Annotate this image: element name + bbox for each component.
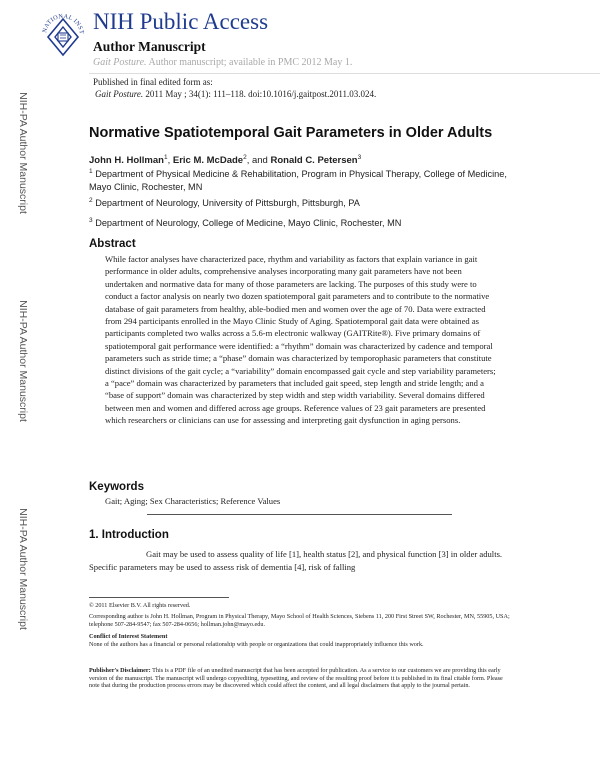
author-separator: , and [246, 155, 271, 166]
abstract-text: While factor analyses have characterized pace, rhythm and variability as factors that explain variance in gait performance in older adults, comprehensive analyses incorporating many gait parameters have not been undertaken and normative data for many of those parameters are lacking. The purposes of this study were to conduct a factor analysis on nearly two dozen spatiotemporal gait parameters and to contribute to the normative database of gait parameters from healthy, able-bodied men and women over the age of 70. Data were extracted from 294 participants enrolled in the Mayo Clinic Study of Aging. Spatiotemporal gait data were obtained as participants completed two walks across a 5.6-m electronic walkway (GAITRite®). Five primary domains of spatiotemporal gait performance were identified: a “rhythm” domain was characterized by cadence and temporal parameters such as stride time; a “phase” domain was characterized by temporophasic parameters that constitute distinct divisions of the gait cycle; a “variability” domain encompassed gait cycle and step variability parameters; a “pace” domain was characterized by parameters that included gait speed, step length and stride length; and a “base of support” domain was characterized by step width and step width variability. Several domains differed between men and women and differed across age groups. Reference values of 23 gait parameters are presented which researchers or clinicians can use for assessing and interpreting gait dysfunction in aging persons. [105, 254, 496, 426]
author-manuscript-label: Author Manuscript [93, 39, 206, 54]
author-list [89, 155, 361, 166]
affiliation-text: Department of Physical Medicine & Rehabilitation, Program in Physical Therapy, College of Medicine, Mayo Clinic, Rochester, MN [89, 169, 507, 192]
nih-logo [38, 5, 88, 65]
affiliation-sup: 1 [89, 167, 93, 175]
disclaimer-text: This is a PDF file of an unedited manuscript that has been accepted for publication. As a service to our customers we are providing this early version of the manuscript. The manuscript will undergo copyediting, typesetting, and review of the resulting proof before it is published in its final citable form. Please note that during the production process errors may be discovered which could affect the content, and all legal disclaimers that apply to the journal pertain. [89, 667, 503, 690]
keywords-text: Gait; Aging; Sex Characteristics; Reference Values [105, 496, 281, 506]
coi-text: None of the authors has a financial or personal relationship with people or organizations that could inappropriately influence this work. [89, 641, 424, 648]
nih-public-access-title: NIH Public Access [93, 9, 269, 34]
availability-text: Author manuscript; available in PMC 2012 May 1. [148, 57, 353, 68]
side-label-1: NIH-PA Author Manuscript [17, 92, 29, 214]
affiliation [89, 217, 529, 230]
publication-citation [93, 88, 376, 100]
author-separator: , [167, 155, 173, 166]
side-label-3: NIH-PA Author Manuscript [17, 508, 29, 630]
author-name: John H. Hollman [89, 155, 164, 166]
affiliation [89, 197, 529, 210]
article-title: Normative Spatiotemporal Gait Parameters in Older Adults [89, 125, 493, 141]
introduction-heading: 1. Introduction [89, 529, 169, 541]
affiliation-text: Department of Neurology, University of Pittsburgh, Pittsburgh, PA [95, 198, 360, 208]
nih-seal-icon [38, 5, 88, 65]
author-sup: 2 [243, 153, 247, 161]
publication-label: Published in final edited form as: [93, 77, 213, 87]
disclaimer-label: Publisher's Disclaimer: [89, 667, 151, 674]
availability-note [93, 57, 352, 68]
author-sup: 3 [357, 153, 362, 161]
introduction-text: Gait may be used to assess quality of life [1], health status [2], and physical function [3] in older adults. Specific parameters may be used to assess risk of dementia [4], risk of falling [89, 549, 503, 572]
journal-name: Gait Posture. [93, 57, 147, 68]
header-divider [89, 73, 600, 74]
copyright-notice: © 2011 Elsevier B.V. All rights reserved. [89, 602, 191, 609]
footnote-divider [89, 597, 229, 598]
coi-heading: Conflict of Interest Statement [89, 633, 168, 640]
keywords-heading: Keywords [89, 481, 144, 493]
side-label-2: NIH-PA Author Manuscript [17, 300, 29, 422]
affiliation-sup: 3 [89, 216, 93, 224]
svg-text:NATIONAL INSTITUTES OF HEALTH: NATIONAL INST [41, 12, 86, 35]
keywords-divider [147, 514, 452, 515]
publication-info [93, 76, 376, 100]
affiliation-sup: 2 [89, 196, 93, 204]
affiliation-text: Department of Neurology, College of Medicine, Mayo Clinic, Rochester, MN [95, 218, 402, 228]
abstract-heading: Abstract [89, 238, 136, 250]
publication-journal: Gait Posture. [95, 89, 144, 99]
author-name: Eric M. McDade [172, 155, 244, 166]
publisher-disclaimer [89, 667, 511, 690]
corresponding-author: Corresponding author is John H. Hollman, Program in Physical Therapy, Mayo School of Health Sciences, Siebens 11, 200 First Street SW, Rochester, MN, 55905, USA; telephone 507-284-9547; fax 507-284-0656; hollman.john@mayo.edu. [89, 613, 510, 628]
affiliation [89, 168, 529, 193]
author-sup: 1 [163, 153, 168, 161]
author-name: Ronald C. Petersen [270, 155, 358, 166]
publication-citation-text: 2011 May ; 34(1): 111–118. doi:10.1016/j.gaitpost.2011.03.024. [145, 89, 377, 99]
